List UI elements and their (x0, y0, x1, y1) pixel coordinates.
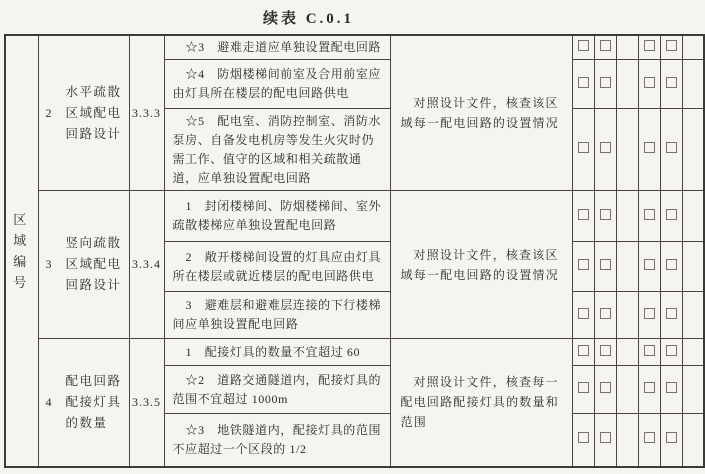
checkbox-cell (572, 191, 594, 242)
check-box[interactable] (600, 209, 611, 220)
empty-cell (682, 339, 704, 366)
check-box[interactable] (578, 382, 589, 393)
empty-cell (616, 292, 638, 339)
item-cell (164, 339, 390, 366)
check-box[interactable] (666, 142, 677, 153)
check-box[interactable] (578, 142, 589, 153)
check-box[interactable] (644, 142, 655, 153)
section-3-code-cell: 3.3.4 (129, 191, 164, 339)
check-box[interactable] (578, 308, 589, 319)
check-box[interactable] (666, 209, 677, 220)
section-4-title: 配电回路配接灯具的数量 (65, 373, 122, 430)
checkbox-cell (594, 339, 616, 366)
checkbox-cell (572, 60, 594, 109)
checkbox-cell (660, 242, 682, 292)
item-cell (164, 366, 390, 414)
item-cell (164, 414, 390, 467)
checkbox-cell (572, 35, 594, 60)
section-4-number: 4 (45, 394, 52, 409)
checkbox-cell (660, 60, 682, 109)
checkbox-cell (594, 35, 616, 60)
item-text: ☆5 配电室、消防控制室、消防水泵房、自备发电机房等发生火灾时仍需工作、值守的区域和相关疏散通道，应单独设置配电回路 (172, 113, 382, 185)
item-text: ☆4 防烟楼梯间前室及合用前室应由灯具所在楼层的配电回路供电 (172, 67, 382, 100)
region-number-label: 区域编号 (13, 211, 31, 290)
checkbox-cell (594, 292, 616, 339)
checkbox-cell (594, 414, 616, 467)
section-2-title: 水平疏散区域配电回路设计 (65, 84, 122, 141)
checkbox-cell (638, 339, 660, 366)
check-box[interactable] (578, 77, 589, 88)
empty-cell (616, 339, 638, 366)
checkbox-cell (594, 60, 616, 109)
check-box[interactable] (644, 77, 655, 88)
empty-cell (616, 242, 638, 292)
table-row (5, 191, 704, 242)
checklist-table (4, 34, 705, 468)
check-box[interactable] (578, 259, 589, 270)
checkbox-cell (638, 366, 660, 414)
check-box[interactable] (666, 308, 677, 319)
item-text: 2 敞开楼梯间设置的灯具应由灯具所在楼层或就近楼层的配电回路供电 (172, 249, 382, 283)
checkbox-cell (594, 242, 616, 292)
empty-cell (682, 191, 704, 242)
empty-cell (682, 60, 704, 109)
checkbox-cell (638, 292, 660, 339)
check-box[interactable] (600, 345, 611, 356)
check-box[interactable] (666, 345, 677, 356)
section-3-method-cell (390, 191, 572, 339)
checkbox-cell (660, 292, 682, 339)
section-3-method-text: 对照设计文件，核查该区域每一配电回路的设置情况 (400, 247, 559, 282)
checkbox-cell (660, 109, 682, 191)
section-2-method-text: 对照设计文件，核查该区域每一配电回路的设置情况 (400, 96, 559, 130)
section-3-number: 3 (45, 257, 52, 271)
check-box[interactable] (666, 432, 677, 443)
section-3-title-cell (38, 191, 129, 339)
check-box[interactable] (644, 308, 655, 319)
check-box[interactable] (600, 432, 611, 443)
item-cell (164, 60, 390, 109)
checkbox-cell (594, 109, 616, 191)
section-4-method-text: 对照设计文件，核查每一配电回路配接灯具的数量和范围 (400, 375, 559, 430)
table-row (5, 35, 704, 60)
check-box[interactable] (600, 40, 611, 51)
empty-cell (682, 414, 704, 467)
table-row (5, 339, 704, 366)
check-box[interactable] (666, 259, 677, 270)
checkbox-cell (638, 60, 660, 109)
check-box[interactable] (578, 345, 589, 356)
check-box[interactable] (578, 209, 589, 220)
section-4-code-cell: 3.3.5 (129, 339, 164, 467)
item-cell (164, 109, 390, 191)
check-box[interactable] (666, 77, 677, 88)
section-2-code-cell: 3.3.3 (129, 35, 164, 191)
checkbox-cell (660, 191, 682, 242)
item-cell (164, 191, 390, 242)
empty-cell (682, 109, 704, 191)
empty-cell (616, 60, 638, 109)
check-box[interactable] (644, 432, 655, 443)
empty-cell (682, 242, 704, 292)
checkbox-cell (594, 191, 616, 242)
empty-cell (616, 191, 638, 242)
check-box[interactable] (644, 382, 655, 393)
item-text: 3 避难层和避难层连接的下行楼梯间应单独设置配电回路 (172, 298, 382, 331)
checkbox-cell (660, 35, 682, 60)
item-text: ☆2 道路交通隧道内，配接灯具的范围不宜超过 1000m (172, 372, 382, 406)
empty-cell (616, 35, 638, 60)
empty-cell (682, 35, 704, 60)
checkbox-cell (638, 242, 660, 292)
section-3-title: 竖向疏散区域配电回路设计 (65, 236, 122, 292)
checkbox-cell (572, 339, 594, 366)
check-box[interactable] (600, 77, 611, 88)
check-box[interactable] (600, 308, 611, 319)
item-text: ☆3 避难走道应单独设置配电回路 (185, 40, 382, 54)
checkbox-cell (660, 414, 682, 467)
checkbox-cell (638, 414, 660, 467)
checkbox-cell (638, 35, 660, 60)
check-box[interactable] (644, 345, 655, 356)
empty-cell (616, 109, 638, 191)
empty-cell (616, 366, 638, 414)
item-text: 1 封闭楼梯间、防烟楼梯间、室外疏散楼梯应单独设置配电回路 (172, 199, 382, 232)
check-box[interactable] (666, 40, 677, 51)
item-cell (164, 242, 390, 292)
page-title: 续表 C.0.1 (262, 11, 355, 27)
check-box[interactable] (644, 209, 655, 220)
section-4-title-cell (38, 339, 129, 467)
checkbox-cell (572, 292, 594, 339)
item-cell (164, 35, 390, 60)
checkbox-cell (660, 339, 682, 366)
check-box[interactable] (644, 40, 655, 51)
check-box[interactable] (644, 259, 655, 270)
checkbox-cell (572, 242, 594, 292)
item-cell (164, 292, 390, 339)
item-text: 1 配接灯具的数量不宜超过 60 (185, 344, 361, 359)
check-box[interactable] (578, 432, 589, 443)
section-2-method-cell (390, 35, 572, 191)
check-box[interactable] (666, 382, 677, 393)
checkbox-cell (572, 414, 594, 467)
empty-cell (616, 414, 638, 467)
checkbox-cell (638, 191, 660, 242)
check-box[interactable] (600, 382, 611, 393)
section-2-title-cell (38, 35, 129, 191)
check-box[interactable] (600, 142, 611, 153)
section-2-number: 2 (45, 105, 52, 120)
checkbox-cell (572, 109, 594, 191)
check-box[interactable] (600, 259, 611, 270)
checkbox-cell (572, 366, 594, 414)
checkbox-cell (660, 366, 682, 414)
empty-cell (682, 292, 704, 339)
checkbox-cell (638, 109, 660, 191)
section-4-method-cell (390, 339, 572, 467)
item-text: ☆3 地铁隧道内，配接灯具的范围不应超过一个区段的 1/2 (172, 422, 382, 456)
check-box[interactable] (578, 40, 589, 51)
region-number-header-cell (5, 35, 38, 467)
checkbox-cell (594, 366, 616, 414)
empty-cell (682, 366, 704, 414)
